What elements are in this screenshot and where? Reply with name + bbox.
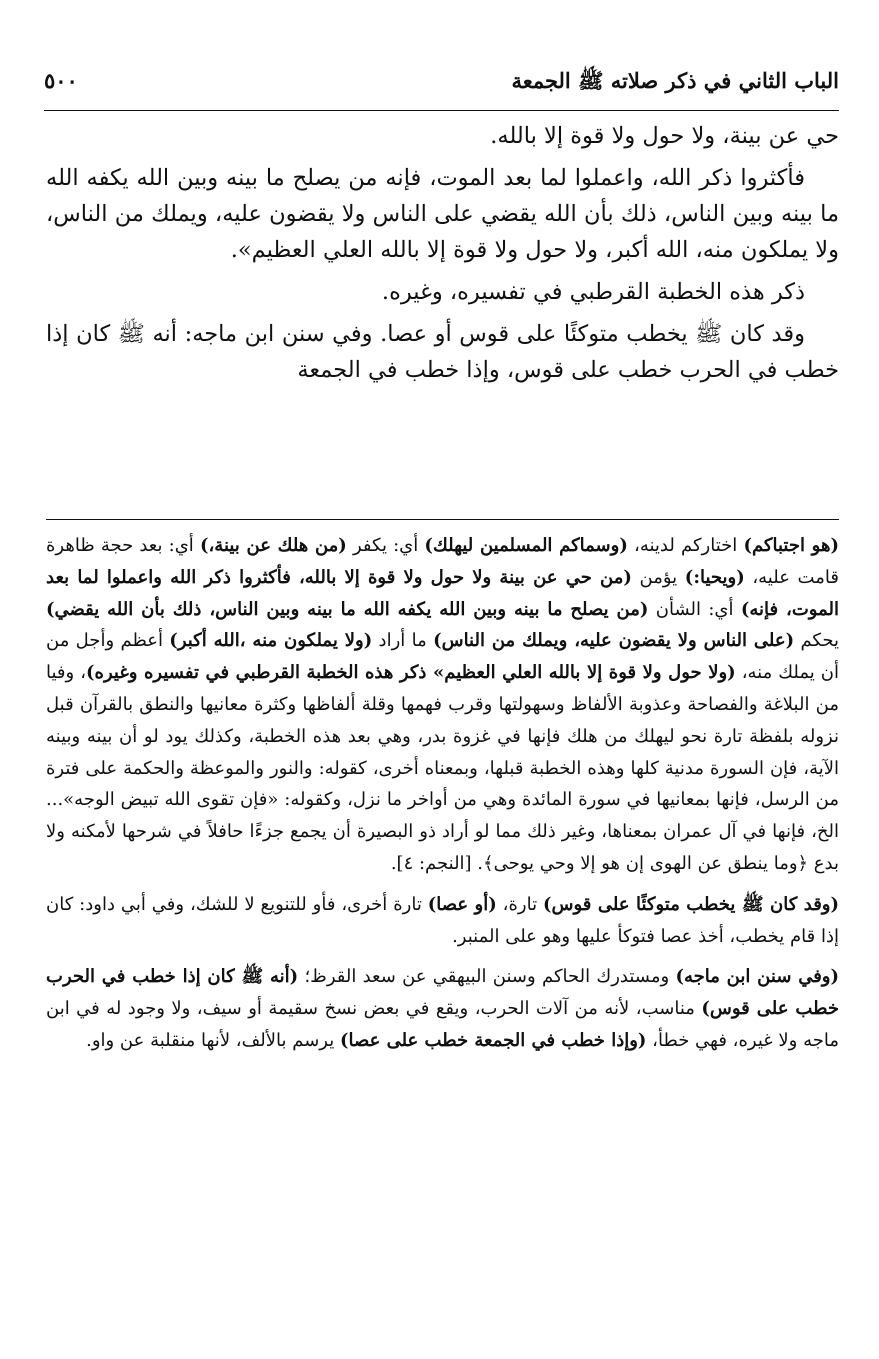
header-rule <box>44 110 839 111</box>
quoted-text: (هو اجتباكم) <box>743 535 839 556</box>
commentary-paragraph <box>46 961 839 1056</box>
explanation-text: تارة أخرى، فأو للتنويع لا للشك، وفي أبي داود: كان إذا قام يخطب، أخذ عصا فتوكأ عليها وهو على المنبر. <box>46 893 839 947</box>
explanation-text: ومستدرك الحاكم وسنن البيهقي عن سعد القرظ؛ <box>298 966 676 988</box>
commentary-paragraph <box>46 889 839 953</box>
explanation-text: أعظم وأجل من أن يملك منه، <box>46 630 839 684</box>
commentary-paragraph <box>46 530 839 880</box>
quoted-text: (من يصلح ما بينه وبين الله يكفه الله ما بينه وبين الناس، ذلك بأن الله يقضي) <box>46 598 649 620</box>
quoted-text: (أنه ﷺ كان إذا خطب في الحرب خطب على قوس) <box>46 966 839 1020</box>
explanation-text: مناسب، لأنه من آلات الحرب، ويقع في بعض نسخ سقيمة أو سيف، ولا وجود له في ابن ماجه ولا غيره، فهي خطأ، <box>46 998 839 1051</box>
explanation-text: أي: يكفر <box>346 535 425 556</box>
main-paragraph: حي عن بينة، ولا حول ولا قوة إلا بالله. <box>490 123 839 149</box>
quoted-text: (على الناس ولا يقضون عليه، ويملك من الناس) <box>433 630 795 652</box>
main-paragraph: فأكثروا ذكر الله، واعملوا لما بعد الموت، فإنه من يصلح ما بينه وبين الله يكفه الله ما بينه وبين الناس، ذلك بأن الله يقضي على الناس ولا يقضون عليه، ويملك من الناس، ولا يملكون منه، الله أكبر، ولا حول ولا قوة إلا بالله العلي العظيم». <box>46 165 839 263</box>
quoted-text: (من هلك عن بينة،) <box>199 535 347 556</box>
explanation-text: ما أراد <box>372 630 434 652</box>
quoted-text: (ولا يملكون منه ،الله أكبر) <box>169 630 373 652</box>
page-header <box>44 62 839 108</box>
explanation-text: أي: الشأن <box>648 598 741 620</box>
commentary <box>46 530 839 1057</box>
quoted-text: (وسماكم المسلمين ليهلك) <box>424 535 628 556</box>
explanation-text: تارة، <box>496 893 543 915</box>
quoted-text: (من حي عن بينة ولا حول ولا قوة إلا بالله، فأكثروا ذكر الله واعملوا لما بعد الموت، فإنه) <box>46 566 839 620</box>
main-paragraph: ذكر هذه الخطبة القرطبي في تفسيره، وغيره. <box>381 279 805 305</box>
explanation-text: يحكم <box>794 630 839 652</box>
quoted-text: (أو عصا) <box>427 893 497 915</box>
quoted-text: (وقد كان ﷺ يخطب متوكئًا على قوس) <box>543 893 840 915</box>
explanation-text: يؤمن <box>631 566 685 588</box>
quoted-text: (ويحيا:) <box>684 566 745 588</box>
main-paragraph: وقد كان ﷺ يخطب متوكئًا على قوس أو عصا. وفي سنن ابن ماجه: أنه ﷺ كان إذا خطب في الحرب خطب على قوس، وإذا خطب في الجمعة <box>46 321 839 383</box>
explanation-text: أي: بعد حجة ظاهرة قامت عليه، <box>46 535 839 588</box>
quoted-text: (وإذا خطب في الجمعة خطب على عصا) <box>339 1029 647 1051</box>
footnote-rule <box>46 519 839 520</box>
explanation-text: ، وفيا من البلاغة والفصاحة وعذوبة الألفاظ وسهولتها وقرب فهمها وقلة ألفاظها وكثرة معانيها والنطق بالقرآن قبل نزوله بلفظة تارة نحو ليهلك من هلك فإنها في غزوة بدر، وهي بعد هذه الخطبة، وكذلك يود لو أن بينه وبينه الآية، فإن السورة مدنية كلها وهذه الخطبة قبلها، وبمعناه أخرى، كقوله: والنور والموعظة والحكمة على فترة من الرسل، فإنها بمعانيها في سورة المائدة وهي من أواخر ما نزل، وكقوله: «فإن تقوى الله تبيض الوجه»... الخ، فإنها في آل عمران بمعناها، وغير ذلك مما لو أراد ذو البصيرة أن يجمع جزءًا حافلاً في شرحها لأمكنه ولا بدع ﴿وما ينطق عن الهوى إن هو إلا وحي يوحى﴾. [النجم: ٤]. <box>46 662 839 874</box>
quoted-text: (ولا حول ولا قوة إلا بالله العلي العظيم» ذكر هذه الخطبة القرطبي في تفسيره وغيره) <box>86 662 736 684</box>
explanation-text: يرسم بالألف، لأنها منقلبة عن واو. <box>86 1029 340 1051</box>
main-text <box>46 118 839 388</box>
quoted-text: (وفي سنن ابن ماجه) <box>675 966 840 988</box>
chapter-title: الباب الثاني في ذكر صلاته ﷺ الجمعة <box>511 68 839 93</box>
page-number: ٥٠٠ <box>44 68 78 93</box>
explanation-text: اختاركم لدينه، <box>627 535 744 556</box>
